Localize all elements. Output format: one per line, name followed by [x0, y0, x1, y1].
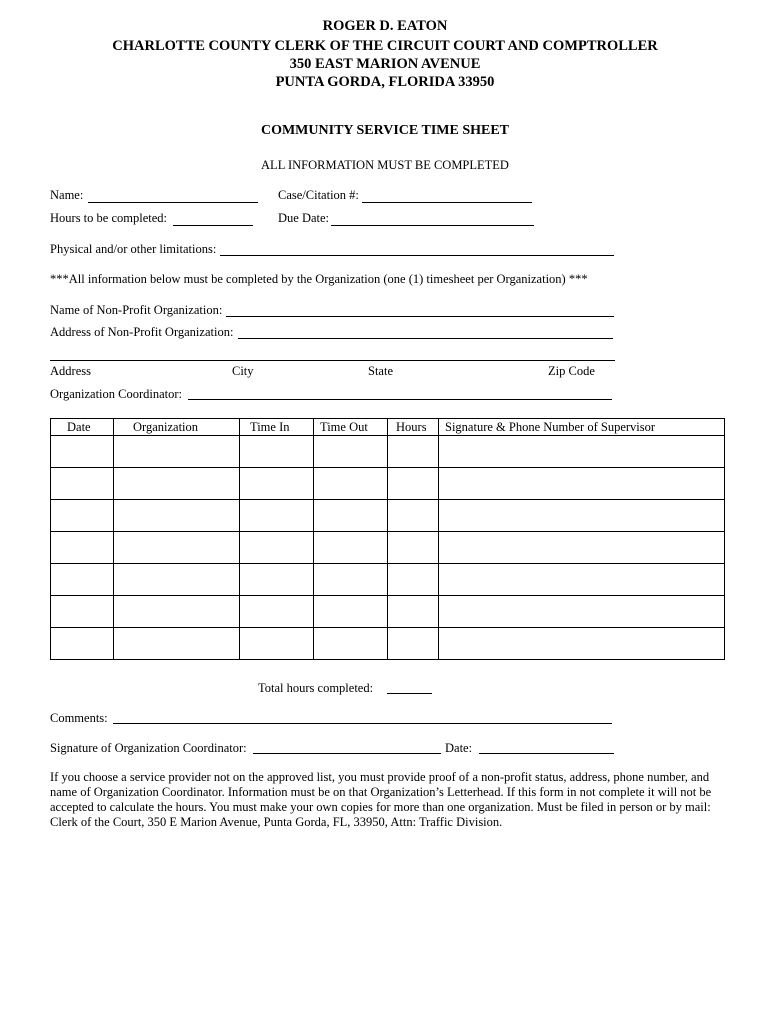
page-title: COMMUNITY SERVICE TIME SHEET: [260, 123, 510, 138]
office-city: PUNTA GORDA, FLORIDA 33950: [275, 74, 495, 90]
table-cell[interactable]: [51, 468, 114, 500]
table-row: [51, 500, 725, 532]
clerk-name: ROGER D. EATON: [322, 18, 448, 34]
coordinator-label: Organization Coordinator:: [50, 387, 183, 401]
subtitle: ALL INFORMATION MUST BE COMPLETED: [261, 158, 509, 172]
hours-label: Hours to be completed:: [50, 211, 167, 225]
table-row: [51, 436, 725, 468]
col-time-in: Time In: [240, 419, 314, 436]
col-hours: Hours: [388, 419, 439, 436]
table-cell[interactable]: [51, 500, 114, 532]
table-cell[interactable]: [314, 500, 388, 532]
table-cell[interactable]: [388, 564, 439, 596]
table-row: [51, 628, 725, 660]
organization-notice: ***All information below must be completed by the Organization (one (1) timesheet per Organization) ***: [50, 272, 588, 286]
table-cell[interactable]: [439, 596, 725, 628]
table-cell[interactable]: [314, 564, 388, 596]
table-cell[interactable]: [51, 436, 114, 468]
table-cell[interactable]: [51, 532, 114, 564]
name-field[interactable]: [88, 202, 258, 203]
hours-field[interactable]: [173, 225, 253, 226]
comments-label: Comments:: [50, 711, 108, 725]
comments-field[interactable]: [113, 723, 612, 724]
zip-caption: Zip Code: [548, 364, 595, 378]
table-cell[interactable]: [51, 596, 114, 628]
table-row: [51, 564, 725, 596]
table-cell[interactable]: [314, 628, 388, 660]
table-cell[interactable]: [388, 628, 439, 660]
table-cell[interactable]: [439, 564, 725, 596]
due-date-label: Due Date:: [278, 211, 330, 225]
col-organization: Organization: [114, 419, 240, 436]
table-cell[interactable]: [388, 532, 439, 564]
table-cell[interactable]: [314, 468, 388, 500]
table-cell[interactable]: [114, 564, 240, 596]
coordinator-field[interactable]: [188, 399, 612, 400]
table-cell[interactable]: [240, 596, 314, 628]
table-cell[interactable]: [240, 564, 314, 596]
table-cell[interactable]: [439, 532, 725, 564]
signature-date-field[interactable]: [479, 753, 614, 754]
table-cell[interactable]: [314, 532, 388, 564]
table-cell[interactable]: [314, 436, 388, 468]
mailing-address: Clerk of the Court, 350 E Marion Avenue, Punta Gorda, FL, 33950, Attn: Traffic Division.: [50, 815, 503, 829]
table-cell[interactable]: [114, 500, 240, 532]
table-cell[interactable]: [439, 468, 725, 500]
col-date: Date: [51, 419, 114, 436]
due-date-field[interactable]: [331, 225, 534, 226]
table-cell[interactable]: [240, 500, 314, 532]
col-signature: Signature & Phone Number of Supervisor: [439, 419, 725, 436]
table-cell[interactable]: [114, 596, 240, 628]
table-cell[interactable]: [439, 500, 725, 532]
instructions-block: [50, 770, 722, 830]
org-name-field[interactable]: [226, 316, 614, 317]
table-cell[interactable]: [314, 596, 388, 628]
case-label: Case/Citation #:: [278, 188, 359, 202]
instructions-paragraph: If you choose a service provider not on the approved list, you must provide proof of a non-profit status, address, phone number, and name of Organization Coordinator. Information must be on that Organization’s Letterhead. If this form in not complete it will not be accepted to calculate the hours. You must make your own copies for more than one organization. Must be filed in person or by mail:: [50, 770, 712, 814]
table-cell[interactable]: [388, 596, 439, 628]
limitations-label: Physical and/or other limitations:: [50, 242, 217, 256]
table-cell[interactable]: [51, 564, 114, 596]
table-cell[interactable]: [240, 468, 314, 500]
table-cell[interactable]: [51, 628, 114, 660]
table-row: [51, 532, 725, 564]
org-address-field[interactable]: [238, 338, 613, 339]
table-header-row: [51, 419, 725, 436]
table-cell[interactable]: [114, 532, 240, 564]
table-cell[interactable]: [388, 436, 439, 468]
office-street: 350 EAST MARION AVENUE: [289, 56, 481, 72]
table-row: [51, 596, 725, 628]
table-cell[interactable]: [240, 628, 314, 660]
state-caption: State: [368, 364, 393, 378]
table-cell[interactable]: [240, 532, 314, 564]
table-cell[interactable]: [388, 468, 439, 500]
total-hours-label: Total hours completed:: [258, 681, 374, 695]
org-address-label: Address of Non-Profit Organization:: [50, 325, 234, 339]
table-cell[interactable]: [114, 436, 240, 468]
time-log-table: [50, 418, 725, 660]
name-label: Name:: [50, 188, 84, 202]
signature-field[interactable]: [253, 753, 441, 754]
address-line-field[interactable]: [50, 360, 615, 361]
org-name-label: Name of Non-Profit Organization:: [50, 303, 223, 317]
city-caption: City: [232, 364, 254, 378]
table-cell[interactable]: [114, 628, 240, 660]
address-caption: Address: [50, 364, 91, 378]
col-time-out: Time Out: [314, 419, 388, 436]
table-cell[interactable]: [439, 628, 725, 660]
limitations-field[interactable]: [220, 255, 614, 256]
signature-label: Signature of Organization Coordinator:: [50, 741, 247, 755]
table-cell[interactable]: [388, 500, 439, 532]
signature-date-label: Date:: [445, 741, 473, 755]
table-cell[interactable]: [240, 436, 314, 468]
total-hours-field[interactable]: [387, 693, 432, 694]
case-field[interactable]: [362, 202, 532, 203]
table-cell[interactable]: [114, 468, 240, 500]
clerk-office: CHARLOTTE COUNTY CLERK OF THE CIRCUIT COURT AND COMPTROLLER: [112, 38, 658, 54]
table-row: [51, 468, 725, 500]
table-cell[interactable]: [439, 436, 725, 468]
